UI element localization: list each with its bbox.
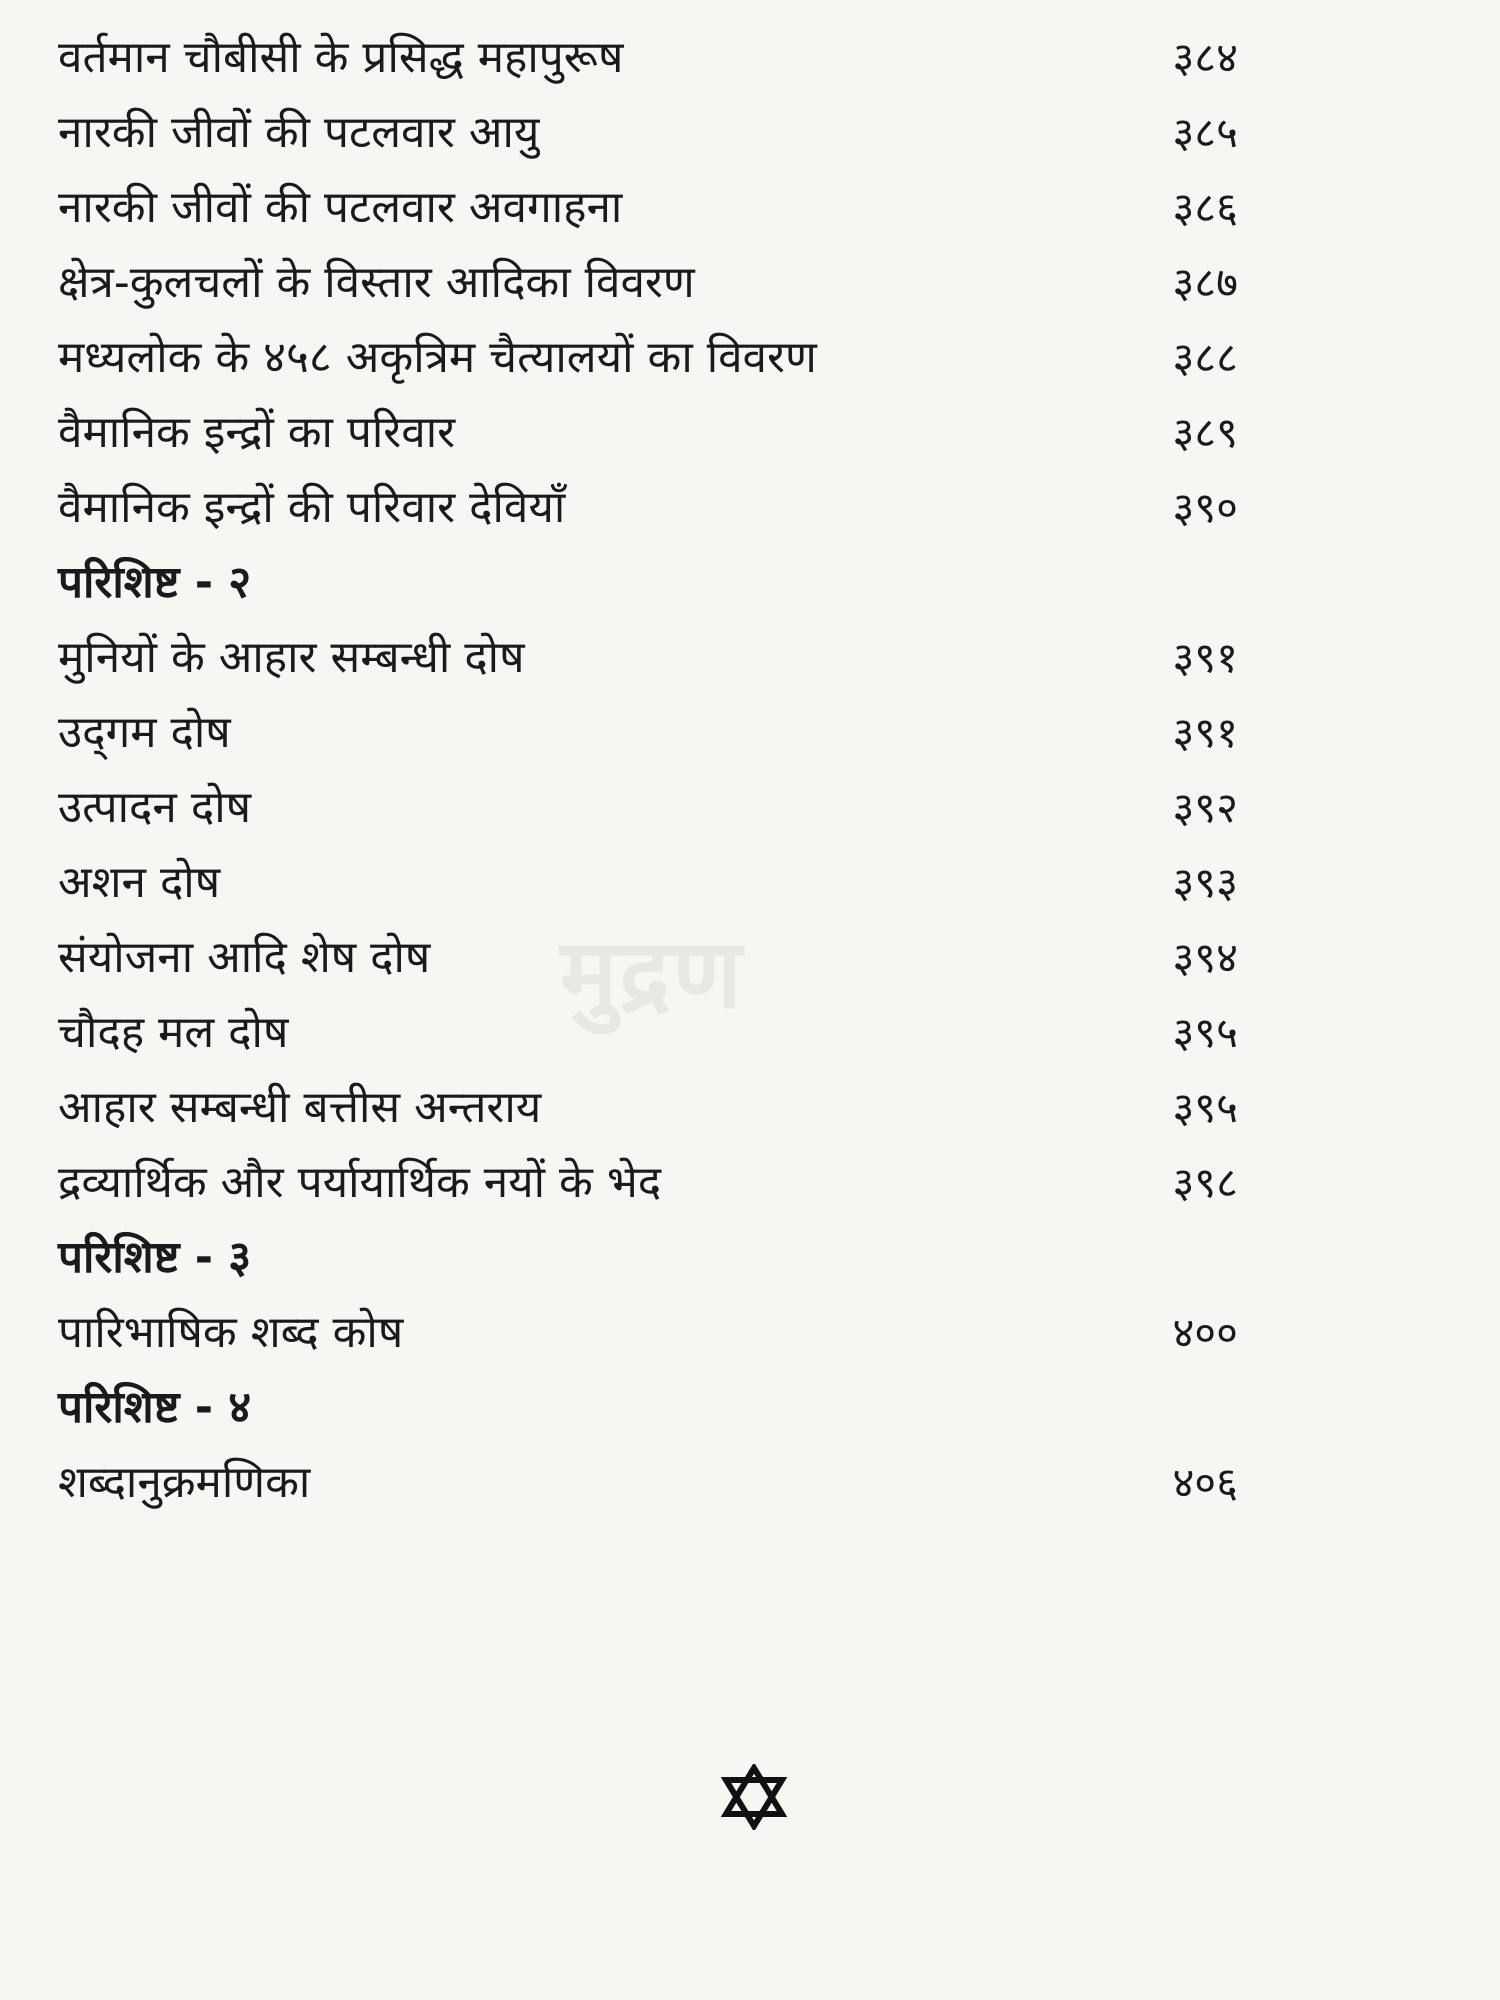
entry-title: वर्तमान चौबीसी के प्रसिद्ध महापुरूष (58, 32, 624, 83)
entry-title: नारकी जीवों की पटलवार अवगाहना (58, 182, 623, 233)
entry-title: द्रव्यार्थिक और पर्यायार्थिक नयों के भेद (58, 1157, 662, 1208)
entry-title: पारिभाषिक शब्द कोष (58, 1307, 404, 1358)
toc-entry (58, 1453, 1238, 1513)
entry-page-number: ३८८ (1172, 333, 1238, 382)
toc-entry (58, 253, 1238, 313)
entry-title: उत्पादन दोष (58, 782, 252, 833)
entry-page-number: ३९३ (1172, 858, 1238, 907)
section-heading-appendix-2: परिशिष्ट - २ (58, 557, 252, 608)
toc-entry (58, 628, 1238, 688)
entry-page-number: ३९० (1172, 483, 1238, 532)
watermark: मुद्रण (560, 917, 744, 1030)
toc-entry (58, 328, 1238, 388)
toc-entry (58, 403, 1238, 463)
entry-title: क्षेत्र-कुलचलों के विस्तार आदिका विवरण (58, 257, 695, 308)
entry-title: चौदह मल दोष (58, 1007, 289, 1058)
toc-entry (58, 28, 1238, 88)
entry-page-number: ३८७ (1172, 258, 1238, 307)
section-heading-appendix-3: परिशिष्ट - ३ (58, 1232, 252, 1283)
toc-entry (58, 1003, 1238, 1063)
entry-title: आहार सम्बन्धी बत्तीस अन्तराय (58, 1082, 542, 1133)
entry-page-number: ३८५ (1172, 108, 1238, 157)
section-heading-appendix-4: परिशिष्ट - ४ (58, 1382, 252, 1433)
toc-entry (58, 1078, 1238, 1138)
entry-page-number: ३९१ (1172, 708, 1238, 757)
toc-entry (58, 1153, 1238, 1213)
entry-page-number: ४०६ (1172, 1458, 1238, 1507)
entry-page-number: ३८४ (1172, 33, 1238, 82)
entry-page-number: ३९२ (1172, 783, 1238, 832)
toc-entry (58, 478, 1238, 538)
entry-page-number: ३८६ (1172, 183, 1238, 232)
toc-entry (58, 1303, 1238, 1363)
star-of-david-icon (721, 1764, 787, 1830)
toc-entry (58, 178, 1238, 238)
entry-page-number: ३९१ (1172, 633, 1238, 682)
entry-page-number: ३९४ (1172, 933, 1238, 982)
entry-title: शब्दानुक्रमणिका (58, 1457, 311, 1508)
toc-entry (58, 703, 1238, 763)
entry-page-number: ३९८ (1172, 1158, 1238, 1207)
entry-page-number: ३९५ (1172, 1083, 1238, 1132)
entry-page-number: ३८९ (1172, 408, 1238, 457)
toc-entry (58, 103, 1238, 163)
entry-page-number: ४०० (1172, 1308, 1238, 1357)
toc-entry (58, 928, 1238, 988)
entry-title: संयोजना आदि शेष दोष (58, 932, 431, 983)
toc-entry (58, 778, 1238, 838)
entry-title: वैमानिक इन्द्रों का परिवार (58, 407, 456, 458)
toc-entry (58, 853, 1238, 913)
entry-title: मध्यलोक के ४५८ अकृत्रिम चैत्यालयों का विवरण (58, 332, 817, 383)
entry-title: उद्‌गम दोष (58, 707, 231, 758)
entry-title: अशन दोष (58, 857, 221, 908)
entry-page-number: ३९५ (1172, 1008, 1238, 1057)
entry-title: नारकी जीवों की पटलवार आयु (58, 107, 540, 158)
entry-title: वैमानिक इन्द्रों की परिवार देवियाँ (58, 482, 566, 533)
entry-title: मुनियों के आहार सम्बन्धी दोष (58, 632, 525, 683)
